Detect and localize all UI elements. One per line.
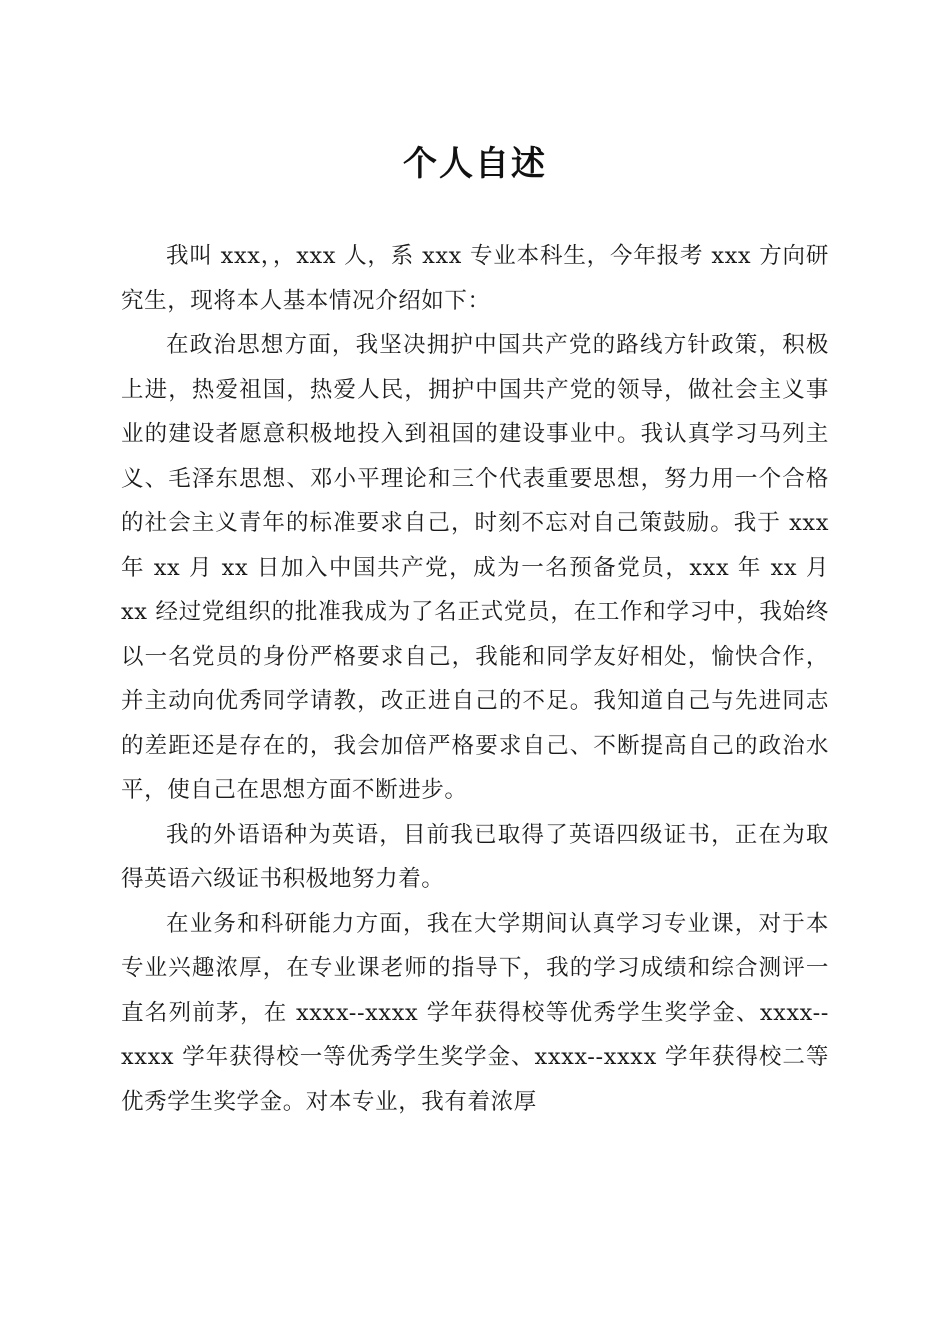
document-title: 个人自述: [403, 144, 547, 184]
paragraph-intro: 我叫 xxx，，xxx 人，系 xxx 专业本科生，今年报考 xxx 方向研究生，现将本人基本情况介绍如下：: [121, 243, 829, 314]
paragraph-political: 在政治思想方面，我坚决拥护中国共产党的路线方针政策，积极上进，热爱祖国，热爱人民，拥护中国共产党的领导，做社会主义事业的建设者愿意积极地投入到祖国的建设事业中。我认真学习马列主义、毛泽东思想、邓小平理论和三个代表重要思想，努力用一个合格的社会主义青年的标准要求自己，时刻不忘对自己策鼓励。我于 xxx 年 xx 月 xx 日加入中国共产党，成为一名预备党员，xxx 年 xx 月 xx 经过党组织的批准我成为了名正式党员，在工作和学习中，我始终以一名党员的身份严格要求自己，我能和同学友好相处，愉快合作，并主动向优秀同学请教，改正进自己的不足。我知道自己与先进同志的差距还是存在的，我会加倍严格要求自己、不断提高自己的政治水平，使自己在思想方面不断进步。: [121, 332, 829, 803]
document-body: [121, 234, 829, 1124]
paragraph-academic: 在业务和科研能力方面，我在大学期间认真学习专业课，对于本专业兴趣浓厚，在专业课老师的指导下，我的学习成绩和综合测评一直名列前茅，在 xxxx--xxxx 学年获得校等优秀学生奖学金、xxxx--xxxx 学年获得校一等优秀学生奖学金、xxxx--xxxx 学年获得校二等优秀学生奖学金。对本专业，我有着浓厚: [121, 910, 829, 1115]
paragraph-language: 我的外语语种为英语，目前我已取得了英语四级证书，正在为取得英语六级证书积极地努力着。: [121, 821, 829, 892]
